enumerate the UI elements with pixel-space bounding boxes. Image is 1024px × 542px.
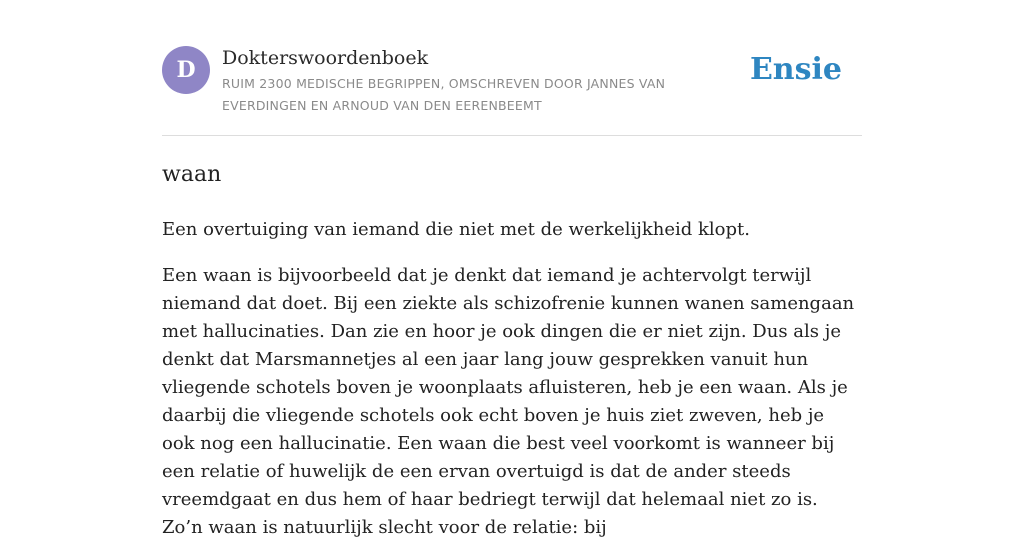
entry-body: Een waan is bijvoorbeeld dat je denkt dat iemand je achtervolgt terwijl niemand dat doet. Bij een ziekte als schizofrenie kunnen wanen samengaan met hallucinaties. Dan zie en hoor je ook dingen die er niet zijn. Dus als je denkt dat Marsmannetjes al een jaar lang jouw gesprekken vanuit hun vliegende schotels boven je woonplaats afluisteren, heb je een waan. Als je daarbij die vliegende schotels ook echt boven je huis ziet zweven, heb je ook nog een hallucinatie. Een waan die best veel voorkomt is wanneer bij een relatie of huwelijk de een ervan overtuigd is dat de ander steeds vreemdgaat en dus hem of haar bedriegt terwijl dat helemaal niet zo is. Zo’n waan is natuurlijk slecht voor de relatie: bij bbox=[162, 265, 855, 538]
site-title[interactable]: Dokterswoordenboek bbox=[222, 47, 429, 69]
entry-lead: Een overtuiging van iemand die niet met de werkelijkheid klopt. bbox=[162, 219, 750, 240]
ensie-logo[interactable]: Ensie bbox=[749, 52, 842, 87]
site-subtitle: RUIM 2300 MEDISCHE BEGRIPPEN, OMSCHREVEN DOOR JANNES VAN EVERDINGEN EN ARNOUD VAN DEN EERENBEEMT bbox=[222, 76, 666, 113]
avatar[interactable]: D bbox=[162, 46, 210, 94]
entry-term: waan bbox=[162, 162, 222, 187]
site-header bbox=[162, 46, 862, 136]
header-divider bbox=[162, 135, 862, 136]
entry-content bbox=[162, 158, 862, 542]
